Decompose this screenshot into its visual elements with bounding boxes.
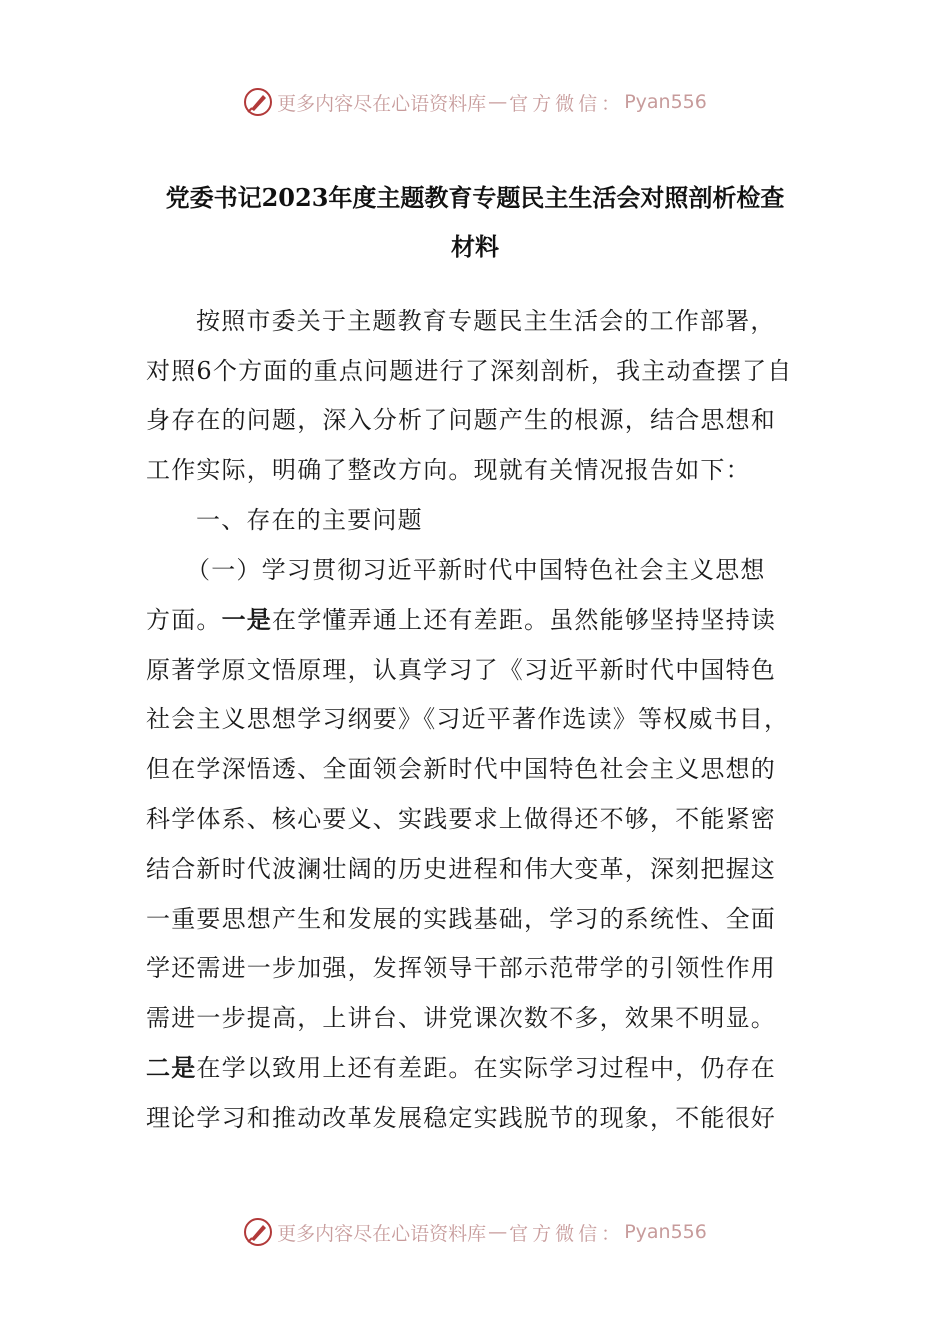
body-line-12: 结合新时代波澜壮阔的历史进程和伟大变革，深刻把握这 [146, 855, 776, 883]
point-two-label: 二是 [146, 1053, 197, 1082]
body-line-3: 身存在的问题，深入分析了问题产生的根源，结合思想和 [146, 406, 776, 434]
banner-wechat-id: Pyan556 [624, 1221, 707, 1243]
body-line-16-text: 在学以致用上还有差距。在实际学习过程中，仍存在 [196, 1054, 777, 1082]
subsection-heading-1: （一）学习贯彻习近平新时代中国特色社会主义思想 [186, 556, 766, 584]
body-line-11: 科学体系、核心要义、实践要求上做得还不够，不能紧密 [146, 805, 776, 833]
banner-main-text: 更多内容尽在心语资料库 [277, 1222, 487, 1245]
body-line-14: 学还需进一步加强，发挥领导干部示范带学的引领性作用 [146, 954, 776, 982]
body-line-7-prefix: 方面。 [146, 606, 222, 634]
pen-logo-icon [243, 87, 273, 117]
header-banner [0, 82, 950, 122]
banner-wechat-label: 官方微信： [509, 92, 625, 115]
point-one-label: 一是 [221, 605, 273, 634]
banner-separator: — [488, 91, 508, 113]
body-line-9: 社会主义思想学习纲要》《习近平著作选读》等权威书目， [146, 705, 790, 733]
banner-wechat-id: Pyan556 [624, 91, 707, 113]
document-title-line-1: 党委书记2023年度主题教育专题民主生活会对照剖析检查 [165, 183, 785, 212]
banner-main-text: 更多内容尽在心语资料库 [277, 92, 487, 115]
body-line-16 [146, 1053, 776, 1083]
body-line-8: 原著学原文悟原理，认真学习了《习近平新时代中国特色 [146, 656, 776, 684]
body-line-13: 一重要思想产生和发展的实践基础，学习的系统性、全面 [146, 905, 776, 933]
banner-wechat-label: 官方微信： [509, 1222, 625, 1245]
body-line-7 [146, 605, 776, 635]
body-line-7-text: 在学懂弄通上还有差距。虽然能够坚持坚持读 [272, 606, 777, 634]
body-line-15: 需进一步提高，上讲台、讲党课次数不多，效果不明显。 [146, 1004, 776, 1032]
body-line-4: 工作实际，明确了整改方向。现就有关情况报告如下： [146, 456, 751, 484]
footer-banner [0, 1212, 950, 1252]
section-heading-1: 一、存在的主要问题 [196, 506, 423, 534]
pen-logo-icon [243, 1217, 273, 1247]
body-line-10: 但在学深悟透、全面领会新时代中国特色社会主义思想的 [146, 755, 776, 783]
body-line-17: 理论学习和推动改革发展稳定实践脱节的现象，不能很好 [146, 1104, 776, 1132]
body-line-1: 按照市委关于主题教育专题民主生活会的工作部署， [196, 307, 776, 335]
document-title-line-2: 材料 [451, 232, 499, 261]
body-line-2: 对照6个方面的重点问题进行了深刻剖析，我主动查摆了自 [146, 357, 793, 385]
banner-separator: — [488, 1221, 508, 1243]
